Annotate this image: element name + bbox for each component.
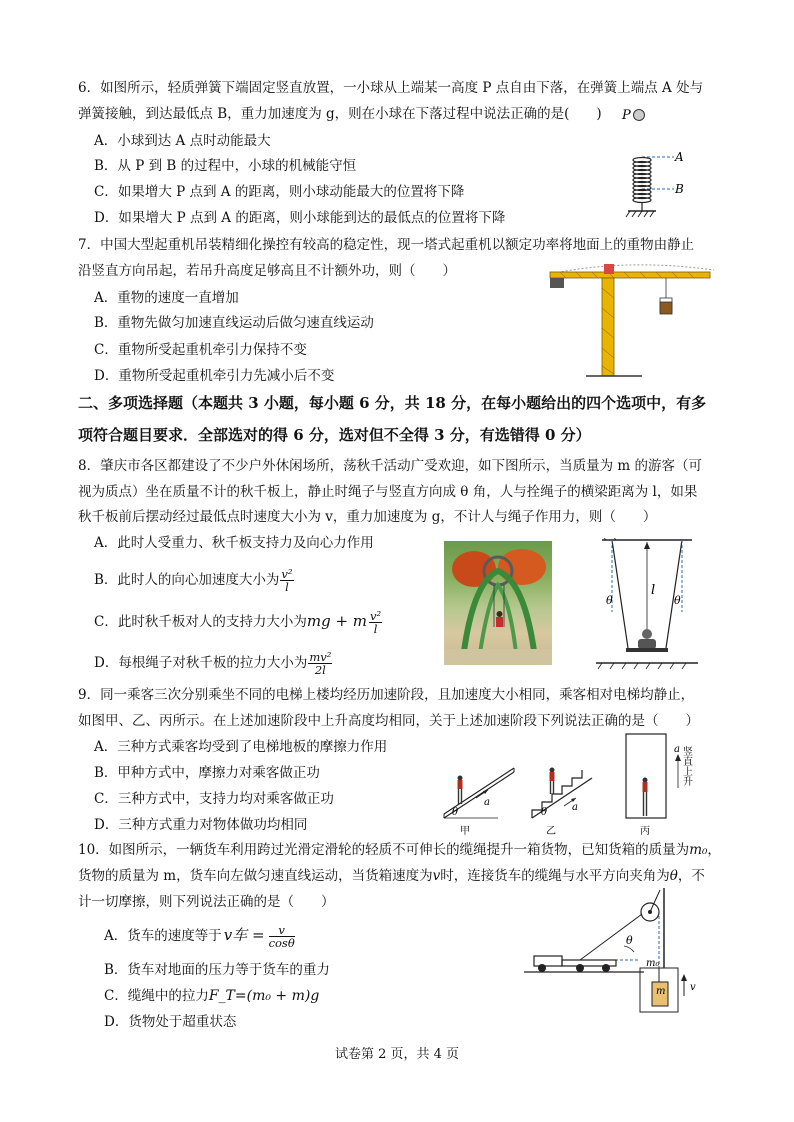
q6-stem-line-2: 弹簧接触，到达最低点 B，重力加速度为 g，则在小球在下落过程中说法正确的是( ) bbox=[78, 106, 602, 122]
cable-to-truck bbox=[580, 914, 642, 960]
truck-pulley-figure bbox=[520, 886, 710, 1016]
person-icon bbox=[638, 629, 656, 649]
q9-option-c: C．三种方式中，支持力均对乘客做正功 bbox=[94, 791, 334, 807]
q10-stem-line-3: 计一切摩擦，则下列说法正确的是（ ） bbox=[78, 894, 335, 910]
label-p: P bbox=[622, 108, 631, 123]
label-m: m bbox=[656, 986, 666, 997]
q9-stem-line-1: 9．同一乘客三次分别乘坐不同的电梯上楼均经历加速阶段，且加速度大小相同，乘客相对电梯均静止， bbox=[78, 687, 695, 703]
q10-option-b: B．货车对地面的压力等于货车的重力 bbox=[104, 962, 330, 978]
q7-option-d: D．重物所受起重机牵引力先减小后不变 bbox=[94, 368, 335, 384]
section-2-header-line-2: 项符合题目要求．全部选对的得 6 分，选对但不全得 3 分，有选错得 0 分） bbox=[78, 426, 591, 444]
label-b: B bbox=[675, 182, 684, 196]
q7-option-c: C．重物所受起重机牵引力保持不变 bbox=[94, 342, 307, 358]
cargo-block bbox=[660, 302, 672, 314]
q8-d-fraction: $\frac{\text{mv²}}{2l}$ bbox=[309, 650, 332, 677]
q9-option-b: B．甲种方式中，摩擦力对乘客做正功 bbox=[94, 765, 320, 781]
elevator-bing bbox=[626, 734, 693, 837]
label-l: l bbox=[651, 583, 656, 598]
label-theta-left: θ bbox=[606, 594, 613, 607]
q8-option-d-text: D．每根绳子对秋千板的拉力大小为 bbox=[94, 655, 308, 671]
q10-option-a: A．货车的速度等于 v车 = $\frac{v}{\cos\theta}$ bbox=[104, 923, 295, 950]
label-bing: 丙 bbox=[640, 826, 650, 837]
rope-left bbox=[612, 540, 628, 648]
q8-option-c-text: C．此时秋千板对人的支持力大小为 bbox=[94, 614, 307, 630]
section-2-header-line-1: 二、多项选择题（本题共 3 小题，每小题 6 分，共 18 分，在每小题给出的四个选项中，有多 bbox=[78, 394, 707, 412]
q6-option-a: A．小球到达 A 点时动能最大 bbox=[94, 133, 271, 149]
label-yi: 乙 bbox=[546, 826, 556, 837]
q7-option-b: B．重物先做匀加速直线运动后做匀速直线运动 bbox=[94, 315, 374, 331]
q8-stem-line-3: 秋千板前后摆动经过最低点时速度大小为 v，重力加速度为 g，不计人与绳子作用力，则（ ） bbox=[78, 509, 657, 525]
q10-option-c: C．缆绳中的拉力F_T=(m₀ + m)g bbox=[104, 988, 320, 1004]
ball-icon bbox=[634, 110, 645, 121]
truck-icon bbox=[534, 956, 616, 972]
q9-option-a: A．三种方式乘客均受到了电梯地板的摩擦力作用 bbox=[94, 739, 388, 755]
label-jia: 甲 bbox=[460, 826, 470, 837]
q6-option-d: D．如果增大 P 点到 A 的距离，则小球能到达的最低点的位置将下降 bbox=[94, 210, 506, 226]
q9-stem-line-2: 如图甲、乙、丙所示。在上述加速阶段中上升高度均相同，关于上述加速阶段下列说法正确的是（ ） bbox=[78, 713, 699, 729]
q8-option-b bbox=[94, 568, 294, 593]
page-footer: 试卷第 2 页，共 4 页 bbox=[334, 1047, 460, 1062]
label-theta-jia: θ bbox=[452, 807, 459, 818]
label-m0: m₀ bbox=[646, 958, 660, 969]
label-vertical: 竖直上升 bbox=[680, 746, 692, 786]
q8-stem-line-1: 8．肇庆市各区都建设了不少户外休闲场所，荡秋千活动广受欢迎，如下图所示，当质量为 m 的游客（可 bbox=[78, 458, 702, 474]
elevator-figures bbox=[438, 732, 702, 838]
label-theta-right: θ bbox=[674, 594, 681, 607]
label-a-bing: a bbox=[674, 744, 680, 755]
q6-option-b: B．从 P 到 B 的过程中，小球的机械能守恒 bbox=[94, 158, 357, 174]
q10-stem-line-1: 10．如图所示，一辆货车利用跨过光滑定滑轮的轻质不可伸长的缆绳提升一箱货物，已知货箱的质量为m₀， bbox=[78, 842, 721, 858]
label-a-yi: a bbox=[572, 802, 578, 813]
q10-option-d: D．货物处于超重状态 bbox=[104, 1014, 237, 1030]
spring-icon bbox=[633, 158, 651, 203]
q8-option-a: A．此时人受重力、秋千板支持力及向心力作用 bbox=[94, 535, 374, 551]
q6-option-c: C．如果增大 P 点到 A 的距离，则小球动能最大的位置将下降 bbox=[94, 184, 465, 200]
spring-ball-figure bbox=[612, 100, 702, 228]
q8-option-c: C．此时秋千板对人的支持力大小为mg + m $\frac{\text{v²}}{l}$ bbox=[94, 609, 382, 636]
swing-diagram bbox=[592, 538, 702, 670]
q10-a-fraction: $\frac{v}{\cos\theta}$ bbox=[268, 923, 295, 950]
label-theta: θ bbox=[626, 934, 633, 947]
label-theta-yi: θ bbox=[541, 807, 548, 818]
escalator-yi bbox=[532, 768, 592, 838]
label-a-jia: a bbox=[484, 797, 490, 808]
tower-crane-figure bbox=[546, 258, 716, 382]
label-v: v bbox=[690, 982, 696, 993]
q8-c-fraction: $\frac{\text{v²}}{l}$ bbox=[370, 609, 382, 636]
q7-option-a: A．重物的速度一直增加 bbox=[94, 290, 239, 306]
q7-stem-line-1: 7．中国大型起重机吊装精细化操控有较高的稳定性，现一塔式起重机以额定功率将地面上的重物由静止 bbox=[78, 237, 695, 253]
escalator-jia bbox=[444, 768, 514, 837]
swing-photo bbox=[444, 541, 552, 665]
q9-option-d: D．三种方式重力对物体做功均相同 bbox=[94, 817, 308, 833]
q8-option-b-text: B．此时人的向心加速度大小为 bbox=[94, 572, 280, 588]
q10-stem-line-2: 货物的质量为 m，货车向左做匀速直线运动，当货箱速度为v时，连接货车的缆绳与水平方向夹角为θ，不 bbox=[78, 868, 705, 884]
label-a: A bbox=[675, 150, 684, 164]
q7-stem-line-2: 沿竖直方向吊起，若吊升高度足够高且不计额外功，则（ ） bbox=[78, 263, 456, 279]
q8-option-d bbox=[94, 651, 332, 676]
q6-stem-line-1: 6．如图所示，轻质弹簧下端固定竖直放置，一小球从上端某一高度 P 点自由下落，在弹簧上端点 A 处与 bbox=[78, 80, 704, 96]
q8-b-fraction: $\frac{\text{v²}}{l}$ bbox=[281, 567, 293, 594]
q8-stem-line-2: 视为质点）坐在质量不计的秋千板上，静止时绳子与竖直方向成 θ 角，人与拴绳子的横梁距离为 l，如果 bbox=[78, 484, 698, 500]
